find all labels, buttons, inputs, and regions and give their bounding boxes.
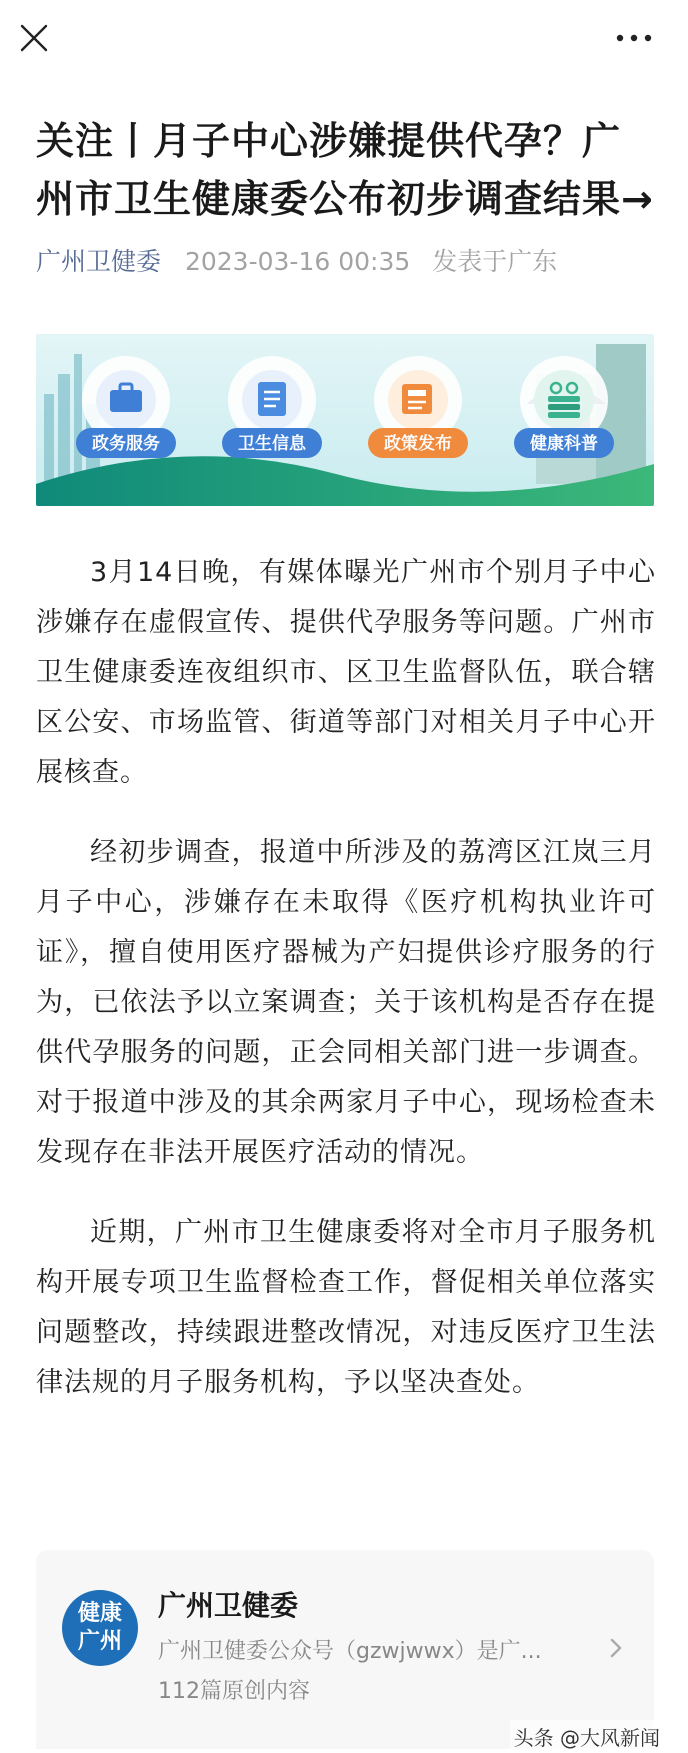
banner-item-2[interactable] <box>368 428 468 458</box>
account-name: 广州卫健委 <box>158 1589 299 1622</box>
publish-date: 2023-03-16 00:35 <box>184 247 411 276</box>
avatar-text-line2: 广州 <box>77 1629 122 1654</box>
banner-item-3[interactable] <box>514 428 614 458</box>
banner-item-1-label: 卫生信息 <box>238 434 306 454</box>
paragraph-2: 经初步调查，报道中所涉及的荔湾区江岚三月月子中心，涉嫌存在未取得《医疗机构执业许可证》，擅自使用医疗器械为产妇提供诊疗服务的行为，已依法予以立案调查；关于该机构是否存在提供代孕服务的问题，正会同相关部门进一步调查。对于报道中涉及的其余两家月子中心，现场检查未发现存在非法开展医疗活动的情况。 <box>36 837 656 1168</box>
avatar-text-line1: 健康 <box>77 1601 122 1626</box>
top-bar <box>0 0 688 80</box>
banner-illustration <box>36 334 654 506</box>
header-banner <box>36 334 654 506</box>
article-count: 112篇原创内容 <box>158 1679 310 1704</box>
banner-item-0[interactable] <box>76 428 176 458</box>
publish-location: 发表于广东 <box>432 247 558 276</box>
article-meta <box>36 244 656 280</box>
paragraph-1: 3月14日晚，有媒体曝光广州市个别月子中心涉嫌存在虚假宣传、提供代孕服务等问题。广州市卫生健康委连夜组织市、区卫生监督队伍，联合辖区公安、市场监管、街道等部门对相关月子中心开展核查。 <box>36 557 656 788</box>
more-icon[interactable] <box>614 30 654 46</box>
account-description: 广州卫健委公众号（gzwjwwx）是广... <box>158 1639 542 1664</box>
banner-item-2-label: 政策发布 <box>384 434 452 454</box>
close-icon[interactable] <box>18 22 50 54</box>
banner-item-1[interactable] <box>222 428 322 458</box>
banner-item-3-label: 健康科普 <box>530 434 598 454</box>
account-avatar <box>62 1590 138 1666</box>
paragraph-3: 近期，广州市卫生健康委将对全市月子服务机构开展专项卫生监督检查工作，督促相关单位落实问题整改，持续跟进整改情况，对违反医疗卫生法律法规的月子服务机构，予以坚决查处。 <box>36 1217 656 1398</box>
source-watermark: 头条 @大风新闻 <box>510 1720 664 1753</box>
author-link[interactable]: 广州卫健委 <box>36 247 162 276</box>
chevron-right-icon <box>608 1636 624 1660</box>
banner-item-0-label: 政务服务 <box>92 434 160 454</box>
article-body <box>36 548 656 1438</box>
article-title: 关注丨月子中心涉嫌提供代孕？广州市卫生健康委公布初步调查结果→ <box>36 119 654 221</box>
